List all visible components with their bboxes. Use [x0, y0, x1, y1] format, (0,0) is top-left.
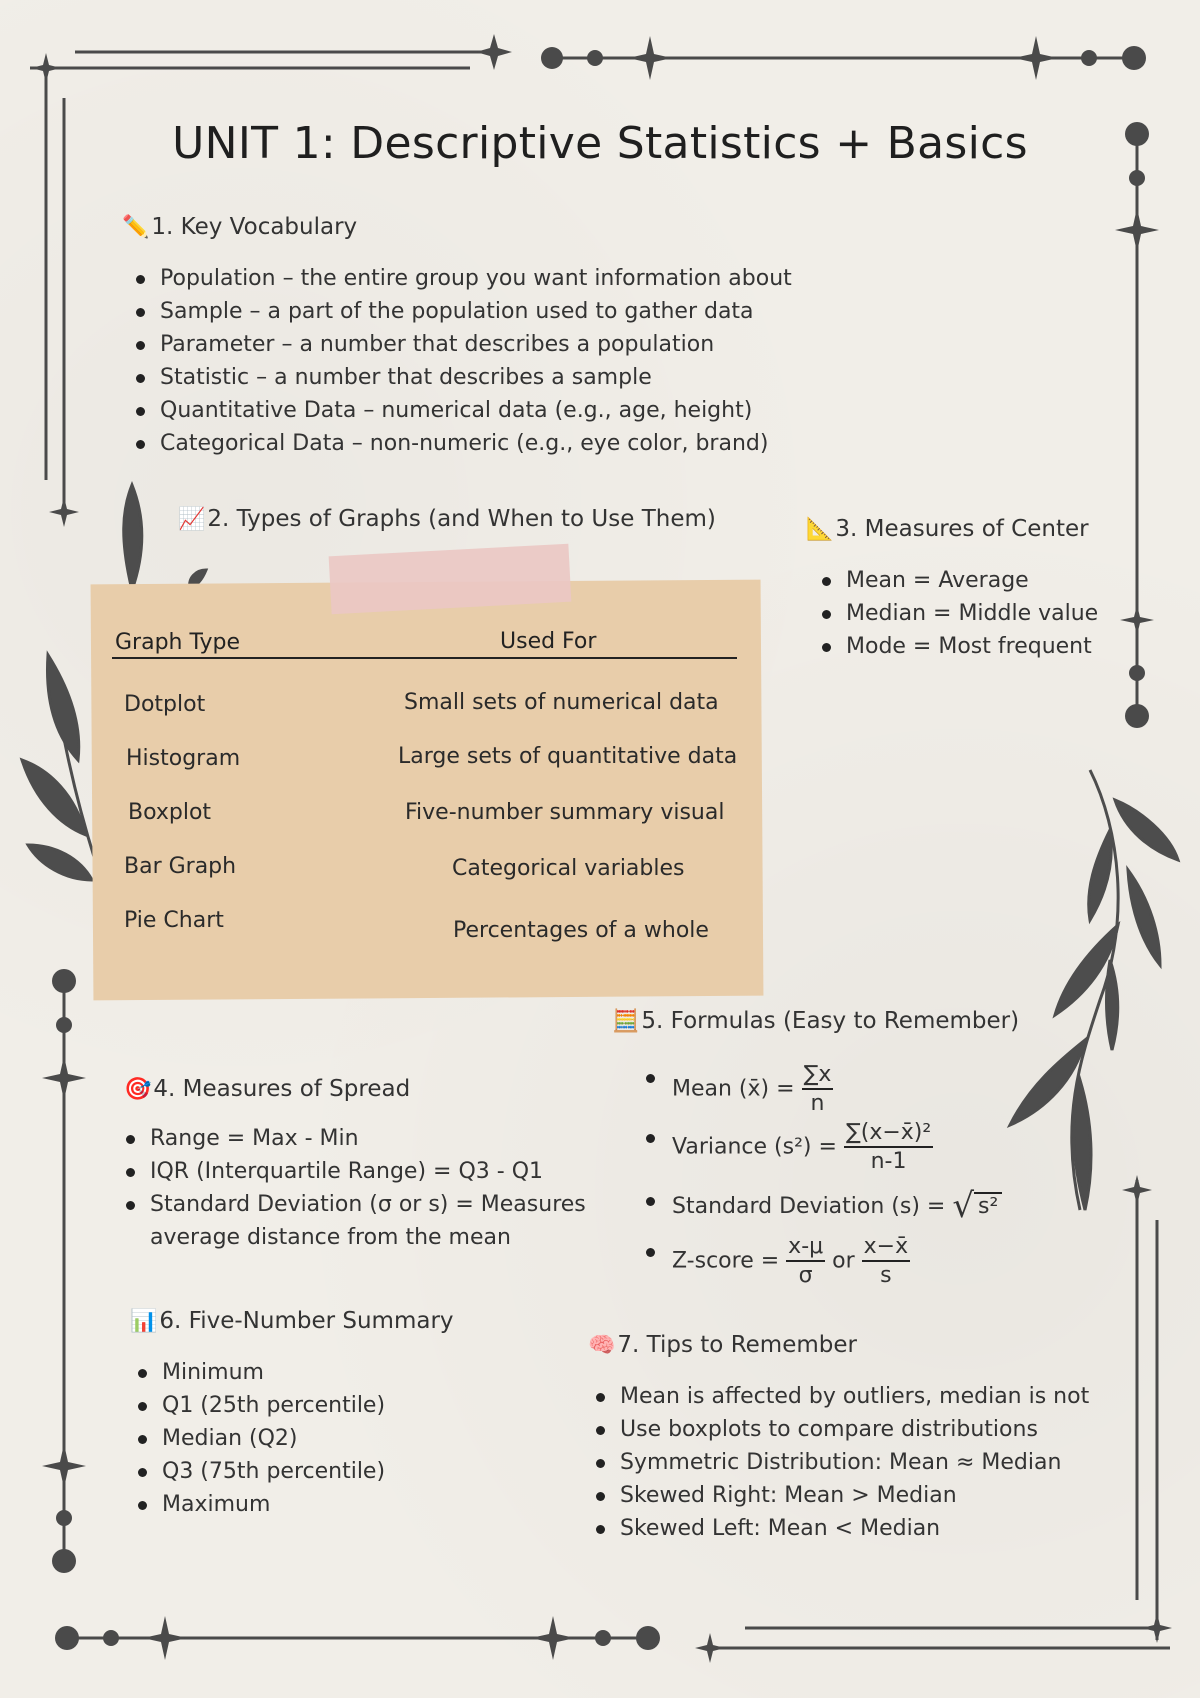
five-number-list: [136, 1356, 385, 1521]
used-for-cell: Large sets of quantitative data: [398, 744, 738, 769]
col-graph-type: Graph Type: [115, 630, 241, 655]
formulas-heading: [612, 1008, 1019, 1034]
fraction-denominator: σ: [798, 1263, 813, 1288]
list-item: Standard Deviation (σ or s) = Measures average distance from the mean: [124, 1188, 594, 1254]
mean-fraction: [802, 1064, 834, 1115]
bar-chart-icon: 📊: [130, 1309, 158, 1334]
center-heading: [806, 516, 1089, 542]
mean-formula-label: Mean (x̄) =: [672, 1076, 802, 1102]
five-number-heading-text: 6. Five-Number Summary: [159, 1308, 454, 1334]
list-item: Statistic – a number that describes a sample: [134, 361, 792, 394]
std-dev-formula: [672, 1186, 1002, 1226]
variance-formula-label: Variance (s²) =: [672, 1134, 844, 1160]
list-item: Skewed Right: Mean > Median: [594, 1479, 1089, 1512]
spread-list: [124, 1122, 594, 1254]
square-root-icon: √: [952, 1186, 975, 1226]
pencil-icon: ✏️: [122, 215, 150, 240]
fraction-denominator: n-1: [870, 1149, 907, 1174]
fraction-numerator: ∑x: [802, 1064, 834, 1090]
graph-type-cell: Boxplot: [128, 800, 212, 825]
used-for-cell: Five-number summary visual: [405, 800, 725, 825]
list-item: Mean is affected by outliers, median is not: [594, 1380, 1089, 1413]
table-header-rule: [112, 657, 737, 659]
graph-type-cell: Bar Graph: [124, 854, 237, 879]
tips-heading-text: 7. Tips to Remember: [617, 1332, 857, 1358]
list-item: Symmetric Distribution: Mean ≈ Median: [594, 1446, 1089, 1479]
center-heading-text: 3. Measures of Center: [835, 516, 1089, 542]
fraction-denominator: n: [810, 1091, 825, 1116]
triangular-ruler-icon: 📐: [806, 517, 834, 542]
list-item: Use boxplots to compare distributions: [594, 1413, 1089, 1446]
list-item: Quantitative Data – numerical data (e.g., age, height): [134, 394, 792, 427]
z-score-formula: [672, 1236, 910, 1287]
brain-icon: 🧠: [588, 1333, 616, 1358]
graph-type-cell: Histogram: [126, 746, 241, 771]
list-item: Sample – a part of the population used to gather data: [134, 295, 792, 328]
list-item: Parameter – a number that describes a population: [134, 328, 792, 361]
bullseye-icon: 🎯: [124, 1077, 152, 1102]
graph-type-cell: Pie Chart: [124, 908, 224, 933]
abacus-icon: 🧮: [612, 1009, 640, 1034]
list-item: Q1 (25th percentile): [136, 1389, 385, 1422]
list-item: Minimum: [136, 1356, 385, 1389]
graphs-heading: [178, 506, 716, 532]
five-number-heading: [130, 1308, 454, 1334]
tips-heading: [588, 1332, 857, 1358]
list-item: Range = Max - Min: [124, 1122, 594, 1155]
mean-formula: [672, 1064, 833, 1115]
list-item: Mode = Most frequent: [820, 630, 1098, 663]
spread-heading: [124, 1076, 410, 1102]
chart-increasing-icon: 📈: [178, 507, 206, 532]
bullet: [646, 1248, 655, 1257]
bullet: [646, 1134, 655, 1143]
z-score-or: or: [825, 1248, 862, 1274]
list-item: Median = Middle value: [820, 597, 1098, 630]
used-for-cell: Categorical variables: [452, 856, 685, 881]
z-fraction-sample: [862, 1236, 910, 1287]
vocab-list: [134, 262, 792, 460]
list-item: Q3 (75th percentile): [136, 1455, 385, 1488]
fraction-numerator: ∑(x−x̄)²: [844, 1122, 933, 1148]
z-fraction-population: [786, 1236, 825, 1287]
used-for-cell: Small sets of numerical data: [404, 690, 719, 715]
graphs-heading-text: 2. Types of Graphs (and When to Use Them): [207, 506, 716, 532]
used-for-cell: Percentages of a whole: [453, 918, 709, 943]
std-dev-formula-label: Standard Deviation (s) =: [672, 1194, 953, 1219]
variance-formula: [672, 1122, 933, 1173]
vocab-heading-text: 1. Key Vocabulary: [151, 214, 358, 240]
bullet: [646, 1074, 655, 1083]
vocab-heading: [122, 214, 357, 240]
spread-heading-text: 4. Measures of Spread: [153, 1076, 411, 1102]
fraction-numerator: x−x̄: [862, 1236, 910, 1262]
col-used-for: Used For: [500, 629, 597, 654]
list-item: IQR (Interquartile Range) = Q3 - Q1: [124, 1155, 594, 1188]
center-list: [820, 564, 1098, 663]
fraction-numerator: x-μ: [786, 1236, 825, 1262]
list-item: Maximum: [136, 1488, 385, 1521]
fraction-denominator: s: [880, 1263, 892, 1288]
list-item: Mean = Average: [820, 564, 1098, 597]
list-item: Categorical Data – non-numeric (e.g., eye color, brand): [134, 427, 792, 460]
z-score-formula-label: Z-score =: [672, 1248, 787, 1274]
bullet: [646, 1197, 655, 1206]
list-item: Median (Q2): [136, 1422, 385, 1455]
formulas-heading-text: 5. Formulas (Easy to Remember): [641, 1008, 1020, 1034]
std-dev-radicand: s²: [974, 1192, 1002, 1219]
list-item: Population – the entire group you want information about: [134, 262, 792, 295]
tips-list: [594, 1380, 1089, 1545]
variance-fraction: [844, 1122, 933, 1173]
list-item: Skewed Left: Mean < Median: [594, 1512, 1089, 1545]
graph-type-cell: Dotplot: [124, 692, 206, 717]
page-title: UNIT 1: Descriptive Statistics + Basics: [172, 118, 1028, 169]
